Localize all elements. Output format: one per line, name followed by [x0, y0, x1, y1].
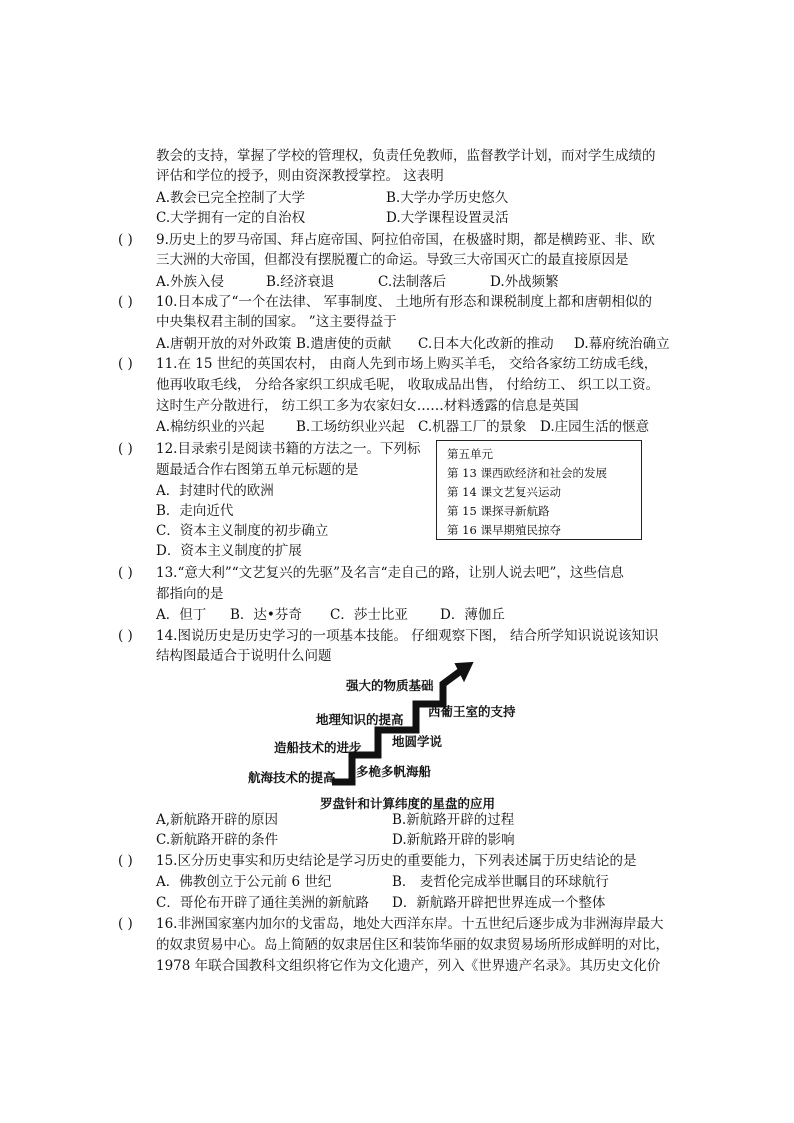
question-16-text-line: 的奴隶贸易中心。岛上简陋的奴隶居住区和装饰华丽的奴隶贸易场所形成鲜明的对比， [156, 937, 669, 953]
toc-lesson: 第 15 课探寻新航路 [447, 504, 550, 518]
diagram-right-label: 多桅多帆海船 [356, 764, 432, 779]
option-b: B.新航路开辟的过程 [392, 812, 515, 828]
option-c: C.日本大化改新的推动 [418, 336, 554, 352]
option-a: A,新航路开辟的原因 [156, 812, 279, 828]
option-d: D.大学课程设置灵活 [386, 210, 509, 226]
option-a: A.教会已完全控制了大学 [156, 190, 306, 206]
option-c: C．资本主义制度的初步确立 [156, 523, 329, 539]
knowledge-structure-diagram [240, 660, 540, 820]
answer-parenthesis: ( ) [118, 232, 133, 248]
toc-lesson: 第 14 课文艺复兴运动 [447, 485, 561, 499]
question-15-text-line: 15.区分历史事实和历史结论是学习历史的重要能力，下列表述属于历史结论的是 [156, 853, 637, 869]
diagram-left-label: 造船技术的进步 [274, 740, 362, 755]
question-9-text-line: 三大洲的大帝国，但都没有摆脱覆亡的命运。导致三大帝国灭亡的最直接原因是 [156, 252, 629, 268]
question-11-text-line: 他再收取毛线， 分给各家织工织成毛呢， 收取成品出售， 付给纺工、 织工以工资。 [156, 377, 660, 393]
diagram-right-label: 地圆学说 [392, 734, 443, 749]
option-c: C．哥伦布开辟了通往美洲的新航路 [156, 895, 369, 911]
option-a: A.棉纺织业的兴起 [156, 419, 265, 435]
answer-parenthesis: ( ) [118, 565, 133, 581]
question-11-text-line: 这时生产分散进行， 纺工织工多为农家妇女……材料透露的信息是英国 [156, 398, 579, 414]
option-d: D．新航路开辟把世界连成一个整体 [392, 895, 606, 911]
answer-parenthesis: ( ) [118, 628, 133, 644]
option-b: B.遣唐使的贡献 [296, 336, 392, 352]
option-b: B．走向近代 [156, 503, 234, 519]
question-13-text-line: 13.“意大利”“文艺复兴的先驱”及名言“走自己的路，让别人说去吧”，这些信息 [156, 565, 624, 581]
question-8-text-line: 评估和学位的授予，则由资深教授掌控。 这表明 [156, 168, 444, 184]
option-a: A．佛教创立于公元前 6 世纪 [156, 874, 332, 890]
question-12-text-line: 题最适合作右图第五单元标题的是 [156, 462, 359, 478]
option-c: C.新航路开辟的条件 [156, 832, 279, 848]
option-d: D.新航路开辟的影响 [392, 832, 515, 848]
option-d: D．资本主义制度的扩展 [156, 543, 302, 559]
diagram-right-label: 西葡王室的支持 [428, 704, 516, 719]
option-b: B.工场纺织业兴起 [296, 419, 405, 435]
diagram-bottom-label: 罗盘针和计算纬度的星盘的应用 [320, 796, 496, 811]
option-c: C.法制落后 [378, 274, 447, 290]
option-a: A.外族入侵 [156, 274, 225, 290]
question-10-text-line: 中央集权君主制的国家。 ”这主要得益于 [156, 314, 397, 330]
toc-unit-title: 第五单元 [447, 447, 493, 461]
question-13-text-line: 都指向的是 [156, 586, 224, 602]
answer-parenthesis: ( ) [118, 853, 133, 869]
toc-lesson: 第 13 课西欧经济和社会的发展 [447, 466, 607, 480]
option-b: B.大学办学历史悠久 [386, 190, 509, 206]
option-c: C．莎士比亚 [330, 607, 408, 623]
option-b: B．达•芬奇 [230, 607, 302, 623]
question-11-text-line: 11.在 15 世纪的英国农村， 由商人先到市场上购买羊毛， 交给各家纺工纺成毛线， [156, 356, 658, 372]
answer-parenthesis: ( ) [118, 441, 133, 457]
diagram-left-label: 地理知识的提高 [316, 712, 404, 727]
question-9-text-line: 9.历史上的罗马帝国、拜占庭帝国、阿拉伯帝国，在极盛时期，都是横跨亚、非、欧 [156, 232, 655, 248]
option-c: C.大学拥有一定的自治权 [156, 210, 306, 226]
table-of-contents-box [436, 440, 642, 540]
option-d: D．薄伽丘 [440, 607, 505, 623]
option-c: C.机器工厂的景象 [418, 419, 527, 435]
answer-parenthesis: ( ) [118, 916, 133, 932]
question-16-text-line: 1978 年联合国教科文组织将它作为文化遗产，列入《世界遗产名录》。其历史文化价 [156, 958, 661, 974]
option-a: A.唐朝开放的对外政策 [156, 336, 292, 352]
option-b: B． 麦哲伦完成举世瞩目的环球航行 [392, 874, 609, 890]
option-d: D.外战频繁 [490, 274, 559, 290]
diagram-top-label: 强大的物质基础 [346, 678, 434, 693]
option-d: D.幕府统治确立 [574, 336, 670, 352]
question-14-text-line: 14.图说历史是历史学习的一项基本技能。 仔细观察下图， 结合所学知识说说该知识 [156, 628, 659, 644]
question-10-text-line: 10.日本成了“一个在法律、 军事制度、 土地所有形态和课税制度上都和唐朝相似的 [156, 294, 652, 310]
toc-lesson: 第 16 课早期殖民掠夺 [447, 523, 561, 537]
question-12-text-line: 12.目录索引是阅读书籍的方法之一。下列标 [156, 441, 421, 457]
answer-parenthesis: ( ) [118, 294, 133, 310]
answer-parenthesis: ( ) [118, 356, 133, 372]
option-a: A．封建时代的欧洲 [156, 483, 274, 499]
question-16-text-line: 16.非洲国家塞内加尔的戈雷岛，地处大西洋东岸。十五世纪后逐步成为非洲海岸最大 [156, 916, 664, 932]
option-d: D.庄园生活的惬意 [540, 419, 650, 435]
option-b: B.经济衰退 [266, 274, 335, 290]
option-a: A．但丁 [156, 607, 207, 623]
diagram-left-label: 航海技术的提高 [248, 770, 336, 785]
question-14-text-line: 结构图最适合于说明什么问题 [156, 648, 332, 664]
question-8-text-line: 教会的支持，掌握了学校的管理权，负责任免教师，监督教学计划，而对学生成绩的 [156, 148, 656, 164]
